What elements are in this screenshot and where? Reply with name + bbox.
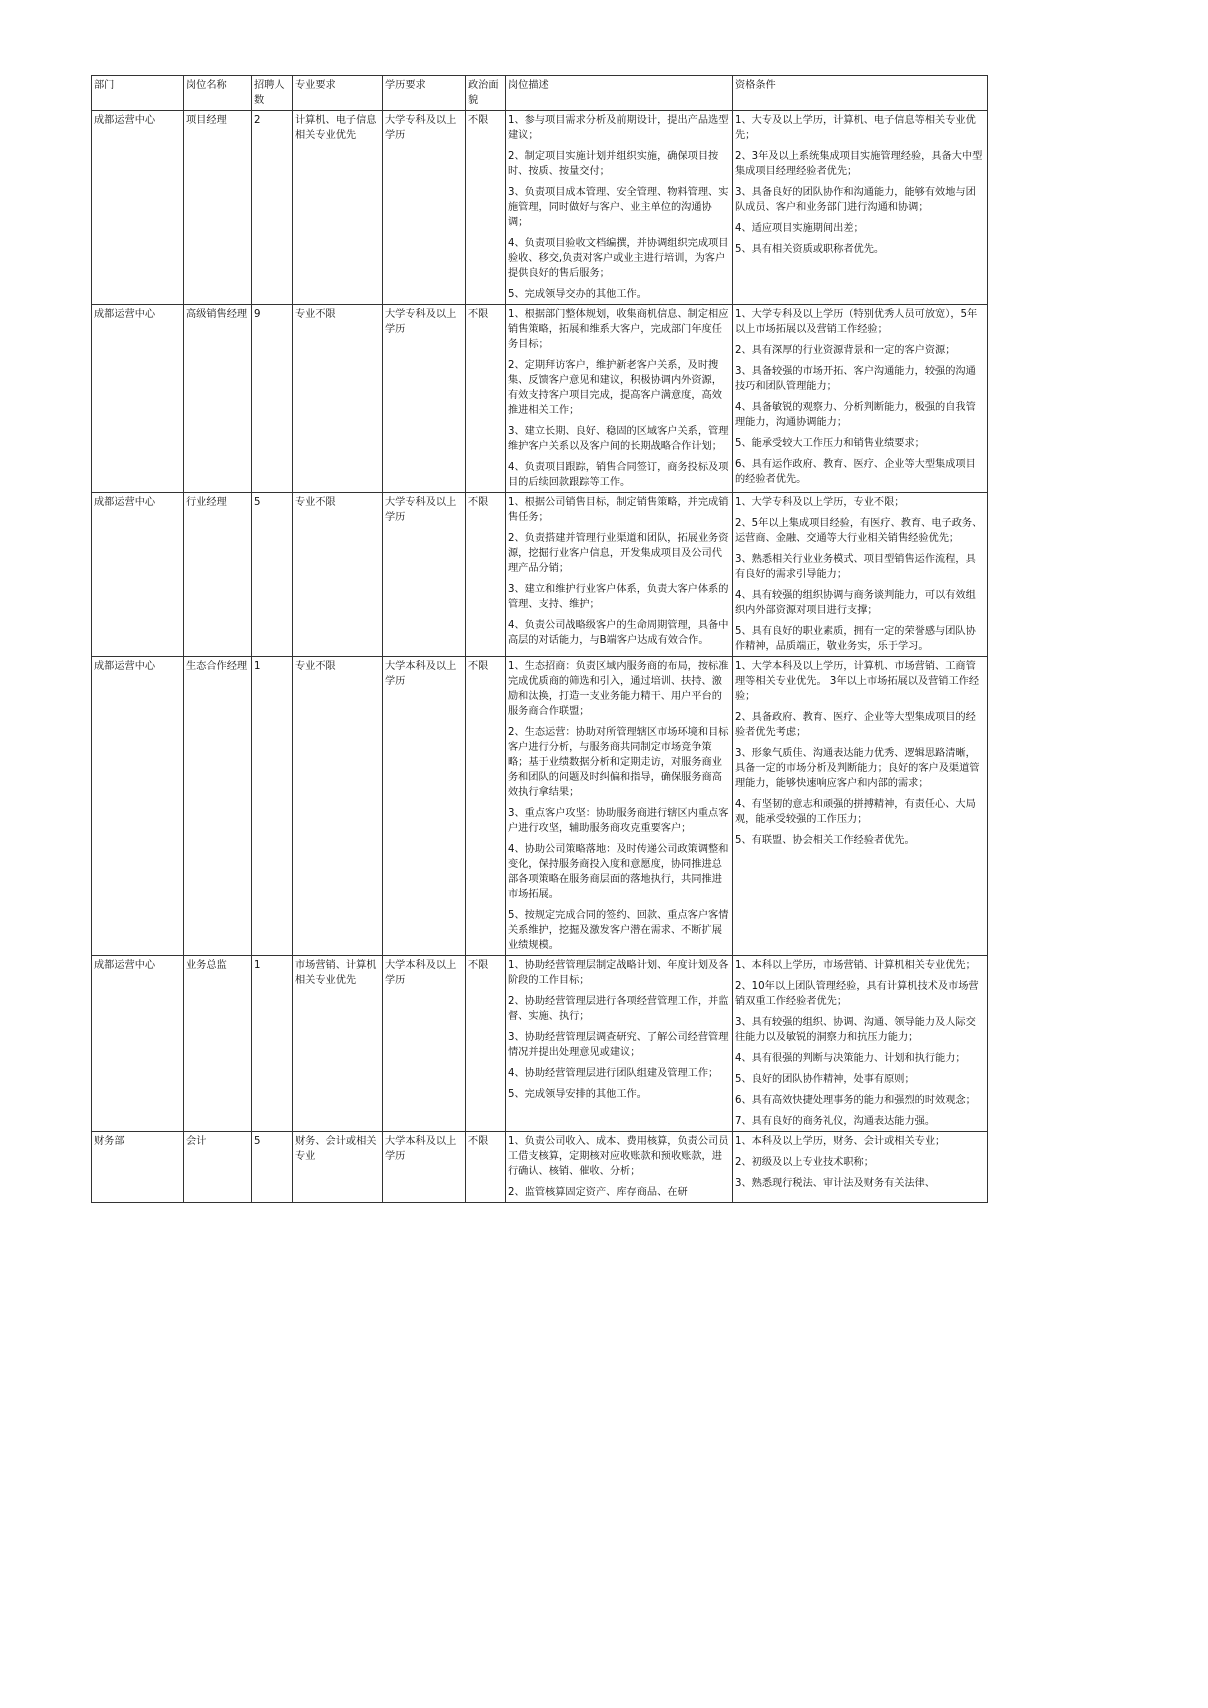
department-cell: 成都运营中心 [92, 657, 184, 956]
qualification-paragraph: 3、具备良好的团队协作和沟通能力，能够有效地与团队成员、客户和业务部门进行沟通和协调； [735, 187, 976, 213]
qualification-paragraph: 3、熟悉相关行业业务模式、项目型销售运作流程，具有良好的需求引导能力； [735, 554, 976, 580]
qualification-paragraph: 1、本科及以上学历，财务、会计或相关专业； [735, 1136, 946, 1147]
description-paragraph: 5、完成领导安排的其他工作。 [508, 1089, 647, 1100]
description-cell [506, 956, 733, 1132]
headcount-cell: 2 [252, 111, 293, 305]
table-row [92, 493, 988, 657]
qualification-paragraph: 3、具备较强的市场开拓、客户沟通能力，较强的沟通技巧和团队管理能力； [735, 366, 976, 392]
header-cell: 专业要求 [293, 76, 383, 111]
description-paragraph: 3、建立和维护行业客户体系，负责大客户体系的管理、支持、维护； [508, 584, 729, 610]
header-cell: 岗位描述 [506, 76, 733, 111]
qualification-paragraph: 2、3年及以上系统集成项目实施管理经验，具备大中型集成项目经理经验者优先； [735, 151, 983, 177]
qualification-paragraph: 6、具有高效快捷处理事务的能力和强烈的时效观念； [735, 1095, 976, 1106]
qualification-paragraph: 1、大专及以上学历，计算机、电子信息等相关专业优先； [735, 115, 976, 141]
qualification-paragraph: 3、形象气质佳、沟通表达能力优秀、逻辑思路清晰，具备一定的市场分析及判断能力；良好的客户及渠道管理能力，能够快速响应客户和内部的需求； [735, 748, 980, 789]
qualification-paragraph: 2、具有深厚的行业资源背景和一定的客户资源； [735, 345, 956, 356]
political-cell: 不限 [466, 493, 506, 657]
qualification-paragraph: 3、具有较强的组织、协调、沟通、领导能力及人际交往能力以及敏锐的洞察力和抗压力能力； [735, 1017, 976, 1043]
description-paragraph: 2、生态运营：协助对所管理辖区市场环境和目标客户进行分析，与服务商共同制定市场竞争策略；基于业绩数据分析和定期走访，对服务商业务和团队的问题及时纠偏和指导，确保服务商高效执行拿结果； [508, 727, 729, 798]
description-paragraph: 4、负责项目验收文档编撰，并协调组织完成项目验收、移交,负责对客户或业主进行培训，为客户提供良好的售后服务； [508, 238, 729, 279]
description-paragraph: 4、负责项目跟踪，销售合同签订，商务投标及项目的后续回款跟踪等工作。 [508, 462, 729, 488]
education-cell: 大学专科及以上学历 [383, 305, 466, 493]
description-paragraph: 4、协助经营管理层进行团队组建及管理工作； [508, 1068, 719, 1079]
qualification-paragraph: 5、能承受较大工作压力和销售业绩要求； [735, 438, 925, 449]
qualification-paragraph: 1、大学专科及以上学历，专业不限； [735, 497, 905, 508]
qualification-paragraph: 2、5年以上集成项目经验，有医疗、教育、电子政务、运营商、金融、交通等大行业相关销售经验优先； [735, 518, 983, 544]
major-cell: 市场营销、计算机相关专业优先 [293, 956, 383, 1132]
header-cell: 岗位名称 [184, 76, 252, 111]
position-cell: 会计 [184, 1132, 252, 1203]
education-cell: 大学本科及以上学历 [383, 956, 466, 1132]
header-cell: 政治面貌 [466, 76, 506, 111]
table-row [92, 111, 988, 305]
qualification-paragraph: 4、具有很强的判断与决策能力、计划和执行能力； [735, 1053, 966, 1064]
qualification-paragraph: 1、大学专科及以上学历（特别优秀人员可放宽），5年以上市场拓展以及营销工作经验； [735, 309, 978, 335]
description-paragraph: 1、协助经营管理层制定战略计划、年度计划及各阶段的工作目标； [508, 960, 729, 986]
qualifications-cell [733, 111, 988, 305]
qualification-paragraph: 3、熟悉现行税法、审计法及财务有关法律、 [735, 1178, 936, 1189]
description-cell [506, 657, 733, 956]
department-cell: 成都运营中心 [92, 956, 184, 1132]
political-cell: 不限 [466, 956, 506, 1132]
qualification-paragraph: 4、具备敏锐的观察力、分析判断能力，极强的自我管理能力，沟通协调能力； [735, 402, 976, 428]
description-paragraph: 3、建立长期、良好、稳固的区域客户关系，管理维护客户关系以及客户间的长期战略合作计划； [508, 426, 729, 452]
headcount-cell: 1 [252, 657, 293, 956]
qualification-paragraph: 5、具有良好的职业素质，拥有一定的荣誉感与团队协作精神，品质端正，敬业务实，乐于学习。 [735, 626, 976, 652]
major-cell: 专业不限 [293, 305, 383, 493]
qualification-paragraph: 2、具备政府、教育、医疗、企业等大型集成项目的经验者优先考虑； [735, 712, 976, 738]
description-paragraph: 1、参与项目需求分析及前期设计，提出产品选型建议； [508, 115, 729, 141]
table-row [92, 657, 988, 956]
department-cell: 成都运营中心 [92, 493, 184, 657]
qualification-paragraph: 4、有坚韧的意志和顽强的拼搏精神，有责任心、大局观，能承受较强的工作压力； [735, 799, 976, 825]
headcount-cell: 5 [252, 1132, 293, 1203]
description-cell [506, 1132, 733, 1203]
education-cell: 大学专科及以上学历 [383, 111, 466, 305]
header-cell: 部门 [92, 76, 184, 111]
department-cell: 成都运营中心 [92, 111, 184, 305]
description-paragraph: 3、负责项目成本管理、安全管理、物料管理、实施管理，同时做好与客户、业主单位的沟通协调； [508, 187, 729, 228]
headcount-cell: 9 [252, 305, 293, 493]
header-row [92, 76, 988, 111]
description-paragraph: 4、负责公司战略级客户的生命周期管理，具备中高层的对话能力，与B端客户达成有效合作。 [508, 620, 729, 646]
political-cell: 不限 [466, 657, 506, 956]
description-paragraph: 5、完成领导交办的其他工作。 [508, 289, 647, 300]
description-paragraph: 1、根据公司销售目标，制定销售策略，并完成销售任务； [508, 497, 729, 523]
department-cell: 成都运营中心 [92, 305, 184, 493]
qualification-paragraph: 2、初级及以上专业技术职称； [735, 1157, 874, 1168]
description-paragraph: 2、定期拜访客户，维护新老客户关系，及时搜集、反馈客户意见和建议，积极协调内外资源，有效支持客户项目完成，提高客户满意度，高效推进相关工作； [508, 360, 722, 416]
qualifications-cell [733, 493, 988, 657]
qualification-paragraph: 1、本科以上学历，市场营销、计算机相关专业优先； [735, 960, 976, 971]
description-paragraph: 3、重点客户攻坚：协助服务商进行辖区内重点客户进行攻坚，辅助服务商攻克重要客户； [508, 808, 729, 834]
qualification-paragraph: 5、良好的团队协作精神，处事有原则； [735, 1074, 915, 1085]
table-row [92, 956, 988, 1132]
header-cell: 资格条件 [733, 76, 988, 111]
description-cell [506, 111, 733, 305]
description-cell [506, 493, 733, 657]
qualification-paragraph: 6、具有运作政府、教育、医疗、企业等大型集成项目的经验者优先。 [735, 459, 976, 485]
header-cell: 学历要求 [383, 76, 466, 111]
education-cell: 大学本科及以上学历 [383, 1132, 466, 1203]
headcount-cell: 5 [252, 493, 293, 657]
qualification-paragraph: 4、具有较强的组织协调与商务谈判能力，可以有效组织内外部资源对项目进行支撑； [735, 590, 976, 616]
qualification-paragraph: 5、有联盟、协会相关工作经验者优先。 [735, 835, 915, 846]
position-cell: 高级销售经理 [184, 305, 252, 493]
description-paragraph: 4、协助公司策略落地：及时传递公司政策调整和变化，保持服务商投入度和意愿度，协同推进总部各项策略在服务商层面的落地执行，共同推进市场拓展。 [508, 844, 729, 900]
header-cell: 招聘人数 [252, 76, 293, 111]
department-cell: 财务部 [92, 1132, 184, 1203]
qualification-paragraph: 4、适应项目实施期间出差； [735, 223, 864, 234]
table-row [92, 1132, 988, 1203]
description-paragraph: 1、根据部门整体规划，收集商机信息、制定相应销售策略，拓展和维系大客户，完成部门年度任务目标； [508, 309, 729, 350]
position-cell: 生态合作经理 [184, 657, 252, 956]
position-cell: 项目经理 [184, 111, 252, 305]
qualifications-cell [733, 305, 988, 493]
headcount-cell: 1 [252, 956, 293, 1132]
qualification-paragraph: 1、大学本科及以上学历，计算机、市场营销、工商管理等相关专业优先。 3年以上市场拓展以及营销工作经验； [735, 661, 980, 702]
education-cell: 大学专科及以上学历 [383, 493, 466, 657]
qualification-paragraph: 5、具有相关资质或职称者优先。 [735, 244, 885, 255]
qualifications-cell [733, 1132, 988, 1203]
description-cell [506, 305, 733, 493]
description-paragraph: 2、监管核算固定资产、库存商品、在研 [508, 1187, 688, 1198]
description-paragraph: 5、按规定完成合同的签约、回款、重点客户客情关系维护，挖掘及激发客户潜在需求、不断扩展业绩规模。 [508, 910, 729, 951]
description-paragraph: 3、协助经营管理层调查研究、了解公司经营管理情况并提出处理意见或建议； [508, 1032, 729, 1058]
qualification-paragraph: 2、10年以上团队管理经验，具有计算机技术及市场营销双重工作经验者优先； [735, 981, 979, 1007]
political-cell: 不限 [466, 305, 506, 493]
qualification-paragraph: 7、具有良好的商务礼仪，沟通表达能力强。 [735, 1116, 936, 1127]
job-table [91, 75, 988, 1203]
major-cell: 专业不限 [293, 493, 383, 657]
education-cell: 大学本科及以上学历 [383, 657, 466, 956]
description-paragraph: 2、协助经营管理层进行各项经营管理工作，并监督、实施、执行； [508, 996, 729, 1022]
position-cell: 行业经理 [184, 493, 252, 657]
major-cell: 专业不限 [293, 657, 383, 956]
qualifications-cell [733, 956, 988, 1132]
description-paragraph: 2、负责搭建并管理行业渠道和团队，拓展业务资源，挖掘行业客户信息，开发集成项目及公司代理产品分销； [508, 533, 729, 574]
major-cell: 财务、会计或相关专业 [293, 1132, 383, 1203]
major-cell: 计算机、电子信息相关专业优先 [293, 111, 383, 305]
qualifications-cell [733, 657, 988, 956]
description-paragraph: 1、生态招商：负责区域内服务商的布局，按标准完成优质商的筛选和引入，通过培训、扶持、激励和汰换，打造一支业务能力精干、用户平台的服务商合作联盟； [508, 661, 729, 717]
table-row [92, 305, 988, 493]
description-paragraph: 1、负责公司收入、成本、费用核算，负责公司员工借支核算，定期核对应收账款和预收账款，进行确认、核销、催收、分析； [508, 1136, 729, 1177]
political-cell: 不限 [466, 1132, 506, 1203]
position-cell: 业务总监 [184, 956, 252, 1132]
political-cell: 不限 [466, 111, 506, 305]
description-paragraph: 2、制定项目实施计划并组织实施，确保项目按时、按质、按量交付； [508, 151, 719, 177]
